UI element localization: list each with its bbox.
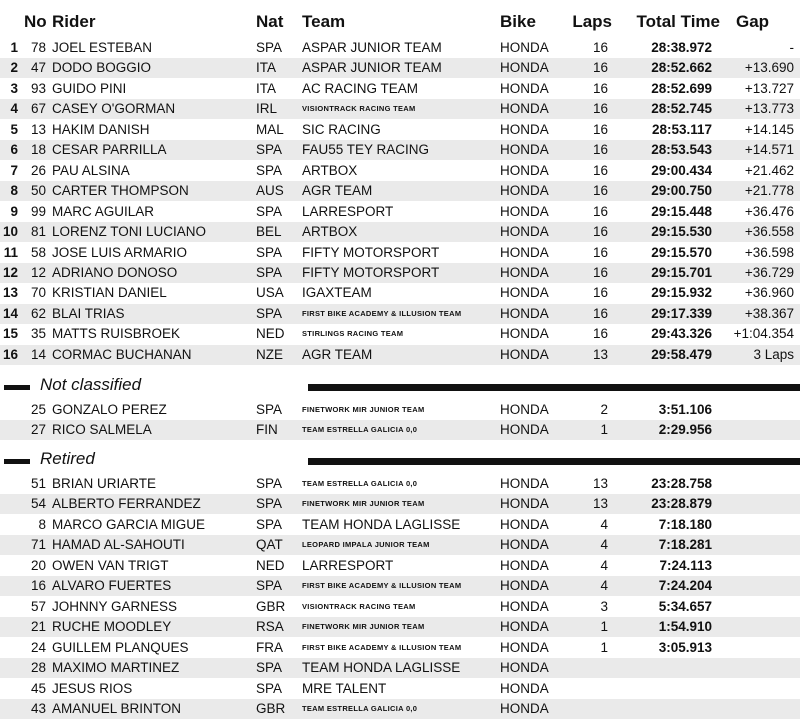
row-nationality: FRA: [256, 639, 283, 655]
row-team: LARRESPORT: [302, 557, 394, 573]
row-laps: 16: [592, 121, 608, 137]
row-laps: 16: [592, 264, 608, 280]
row-bike: HONDA: [500, 285, 549, 301]
row-laps: 2: [600, 402, 608, 417]
table-row: [0, 597, 800, 617]
row-laps: 16: [592, 40, 608, 55]
row-total-time: 23:28.758: [651, 476, 712, 491]
row-number: 43: [30, 700, 46, 716]
row-gap: +14.571: [744, 142, 794, 158]
row-team: AGR TEAM: [302, 346, 373, 362]
row-gap: +21.778: [744, 183, 794, 199]
row-rider: ADRIANO DONOSO: [52, 264, 178, 280]
row-team: IGAXTEAM: [302, 285, 372, 301]
row-bike: HONDA: [500, 700, 549, 716]
row-laps: 16: [592, 203, 608, 219]
row-number: 70: [30, 285, 46, 301]
row-team: LARRESPORT: [302, 203, 394, 219]
row-nationality: SPA: [256, 516, 283, 532]
row-bike: HONDA: [500, 264, 549, 280]
table-row: [0, 494, 800, 514]
table-row: [0, 324, 800, 344]
row-bike: HONDA: [500, 660, 549, 676]
row-laps: 16: [592, 162, 608, 178]
row-rider: LORENZ TONI LUCIANO: [52, 224, 207, 240]
row-team: TEAM ESTRELLA GALICIA 0,0: [302, 703, 418, 713]
row-rider: CARTER THOMPSON: [52, 183, 189, 199]
row-team: MRE TALENT: [302, 680, 387, 696]
header-laps: Laps: [572, 12, 612, 31]
section-dash: [4, 459, 30, 464]
table-row: [0, 535, 800, 555]
row-bike: HONDA: [500, 578, 549, 594]
row-position: 13: [2, 285, 18, 301]
row-position: 15: [2, 326, 18, 342]
row-total-time: 29:15.530: [651, 224, 712, 240]
row-nationality: NZE: [256, 346, 283, 362]
table-row: [0, 638, 800, 658]
row-nationality: ITA: [256, 80, 276, 96]
row-number: 28: [30, 660, 46, 676]
row-total-time: 5:34.657: [658, 598, 712, 614]
section-bar: [308, 458, 800, 465]
row-nationality: ITA: [256, 60, 276, 76]
row-nationality: SPA: [256, 162, 283, 178]
row-number: 21: [30, 619, 46, 635]
row-number: 71: [30, 537, 46, 553]
row-nationality: SPA: [256, 476, 283, 491]
row-team: FIFTY MOTORSPORT: [302, 264, 440, 280]
row-nationality: SPA: [256, 402, 283, 417]
row-rider: MARCO GARCIA MIGUE: [52, 516, 206, 532]
row-nationality: FIN: [256, 422, 278, 438]
row-nationality: SPA: [256, 40, 283, 55]
row-nationality: SPA: [256, 305, 283, 321]
row-rider: JOSE LUIS ARMARIO: [52, 244, 188, 260]
row-rider: OWEN VAN TRIGT: [52, 557, 169, 573]
row-nationality: SPA: [256, 142, 283, 158]
row-number: 62: [30, 305, 46, 321]
row-number: 45: [30, 680, 46, 696]
row-nationality: SPA: [256, 264, 283, 280]
row-rider: HAKIM DANISH: [52, 121, 150, 137]
row-rider: GUIDO PINI: [52, 80, 127, 96]
row-team: TEAM ESTRELLA GALICIA 0,0: [302, 479, 418, 488]
row-number: 13: [30, 121, 46, 137]
table-row: [0, 679, 800, 699]
row-gap: +13.690: [744, 60, 794, 76]
row-total-time: 28:53.543: [651, 142, 712, 158]
row-team: FAU55 TEY RACING: [302, 142, 430, 158]
row-total-time: 28:53.117: [651, 121, 712, 137]
row-number: 12: [30, 264, 46, 280]
header-no: No: [24, 12, 47, 31]
header-nat: Nat: [256, 12, 284, 31]
row-total-time: 29:00.750: [651, 183, 712, 199]
row-nationality: IRL: [256, 101, 278, 117]
row-nationality: QAT: [256, 537, 283, 553]
row-laps: 3: [600, 598, 608, 614]
row-team: LEOPARD IMPALA JUNIOR TEAM: [302, 540, 430, 550]
row-total-time: 7:24.204: [658, 578, 712, 594]
row-rider: GUILLEM PLANQUES: [52, 639, 189, 655]
row-nationality: SPA: [256, 496, 283, 512]
row-gap: -: [789, 40, 794, 55]
row-position: 3: [10, 80, 18, 96]
row-laps: 16: [592, 305, 608, 321]
row-rider: DODO BOGGIO: [52, 60, 152, 76]
row-number: 51: [30, 476, 46, 491]
row-gap: 3 Laps: [753, 346, 794, 362]
row-laps: 4: [600, 537, 608, 553]
row-number: 81: [30, 224, 46, 240]
row-rider: CASEY O'GORMAN: [52, 101, 176, 117]
row-number: 8: [38, 516, 46, 532]
table-row: [0, 140, 800, 160]
header-total-time: Total Time: [636, 12, 720, 31]
row-bike: HONDA: [500, 598, 549, 614]
row-bike: HONDA: [500, 142, 549, 158]
row-bike: HONDA: [500, 346, 549, 362]
row-position: 2: [10, 60, 18, 76]
row-nationality: MAL: [256, 121, 284, 137]
row-total-time: 23:28.879: [651, 496, 712, 512]
table-row: [0, 474, 800, 494]
row-total-time: 28:52.745: [651, 101, 712, 117]
row-position: 16: [2, 346, 18, 362]
row-number: 20: [30, 557, 46, 573]
row-bike: HONDA: [500, 619, 549, 635]
row-position: 14: [2, 305, 18, 321]
row-total-time: 28:52.699: [651, 80, 712, 96]
row-laps: 4: [600, 516, 608, 532]
row-rider: PAU ALSINA: [52, 162, 130, 178]
row-rider: JOHNNY GARNESS: [52, 598, 178, 614]
row-number: 47: [30, 60, 46, 76]
row-nationality: SPA: [256, 244, 283, 260]
row-total-time: 29:17.339: [651, 305, 712, 321]
row-number: 50: [30, 183, 46, 199]
table-row: [0, 120, 800, 140]
row-bike: HONDA: [500, 244, 549, 260]
row-position: 12: [2, 264, 18, 280]
row-team: TEAM HONDA LAGLISSE: [302, 660, 461, 676]
row-number: 54: [30, 496, 46, 512]
row-rider: CESAR PARRILLA: [52, 142, 167, 158]
table-row: [0, 420, 800, 440]
row-rider: KRISTIAN DANIEL: [52, 285, 167, 301]
section-dash: [4, 385, 30, 390]
header-bike: Bike: [500, 12, 536, 31]
row-gap: +13.727: [744, 80, 794, 96]
row-total-time: 3:51.106: [658, 402, 712, 417]
row-laps: 13: [592, 476, 608, 491]
row-rider: BLAI TRIAS: [52, 305, 125, 321]
row-team: FIRST BIKE ACADEMY & ILLUSION TEAM: [302, 642, 462, 652]
row-gap: +38.367: [744, 305, 794, 321]
row-total-time: 29:15.448: [651, 203, 712, 219]
row-team: FIRST BIKE ACADEMY & ILLUSION TEAM: [302, 581, 462, 591]
retired-title: Retired: [40, 449, 95, 468]
row-bike: HONDA: [500, 203, 549, 219]
row-total-time: 1:54.910: [658, 619, 712, 635]
row-laps: 1: [600, 619, 608, 635]
row-bike: HONDA: [500, 476, 549, 491]
row-total-time: 29:00.434: [651, 162, 712, 178]
row-gap: +14.145: [744, 121, 794, 137]
row-number: 16: [30, 578, 46, 594]
row-bike: HONDA: [500, 326, 549, 342]
row-laps: 13: [592, 346, 608, 362]
row-rider: JESUS RIOS: [52, 680, 133, 696]
row-rider: ALVARO FUERTES: [52, 578, 172, 594]
row-rider: MARC AGUILAR: [52, 203, 155, 219]
row-number: 99: [30, 203, 46, 219]
row-rider: BRIAN URIARTE: [52, 476, 157, 491]
row-laps: 16: [592, 183, 608, 199]
row-nationality: USA: [256, 285, 284, 301]
row-team: VISIONTRACK RACING TEAM: [302, 104, 416, 114]
row-bike: HONDA: [500, 162, 549, 178]
header-team: Team: [302, 12, 346, 31]
row-number: 93: [30, 80, 46, 96]
header-rider: Rider: [52, 12, 96, 31]
row-rider: GONZALO PEREZ: [52, 402, 167, 417]
table-row: [0, 38, 800, 58]
row-team: AC RACING TEAM: [302, 80, 419, 96]
row-team: STIRLINGS RACING TEAM: [302, 329, 404, 339]
row-team: FINETWORK MIR JUNIOR TEAM: [302, 622, 425, 632]
table-row: [0, 283, 800, 303]
row-bike: HONDA: [500, 496, 549, 512]
table-row: [0, 345, 800, 365]
row-rider: CORMAC BUCHANAN: [52, 346, 192, 362]
row-number: 18: [30, 142, 46, 158]
row-number: 57: [30, 598, 46, 614]
row-rider: AMANUEL BRINTON: [52, 700, 182, 716]
row-nationality: GBR: [256, 598, 286, 614]
row-nationality: NED: [256, 326, 285, 342]
table-row: [0, 617, 800, 637]
row-laps: 16: [592, 80, 608, 96]
row-bike: HONDA: [500, 305, 549, 321]
table-row: [0, 658, 800, 678]
row-number: 35: [30, 326, 46, 342]
row-team: ARTBOX: [302, 162, 358, 178]
table-row: [0, 202, 800, 222]
row-total-time: 29:58.479: [651, 346, 712, 362]
table-row: [0, 222, 800, 242]
row-total-time: 29:43.326: [651, 326, 712, 342]
row-nationality: BEL: [256, 224, 282, 240]
row-rider: MATTS RUISBROEK: [52, 326, 181, 342]
row-nationality: NED: [256, 557, 285, 573]
row-gap: +36.729: [744, 264, 794, 280]
row-total-time: 28:38.972: [651, 40, 712, 55]
row-nationality: RSA: [256, 619, 284, 635]
row-total-time: 7:18.180: [658, 516, 712, 532]
row-number: 26: [30, 162, 46, 178]
row-bike: HONDA: [500, 680, 549, 696]
row-bike: HONDA: [500, 516, 549, 532]
row-gap: +36.558: [744, 224, 794, 240]
row-nationality: AUS: [256, 183, 284, 199]
row-position: 11: [3, 244, 18, 260]
row-gap: +21.462: [744, 162, 794, 178]
row-bike: HONDA: [500, 537, 549, 553]
row-number: 27: [30, 422, 46, 438]
table-row: [0, 161, 800, 181]
table-row: [0, 699, 800, 719]
row-number: 58: [30, 244, 46, 260]
row-bike: HONDA: [500, 80, 549, 96]
row-gap: +13.773: [744, 101, 794, 117]
row-team: ARTBOX: [302, 224, 358, 240]
table-row: [0, 243, 800, 263]
row-position: 5: [10, 121, 18, 137]
not-classified-section: [0, 374, 800, 398]
row-gap: +36.598: [744, 244, 794, 260]
row-rider: RICO SALMELA: [52, 422, 152, 438]
row-position: 6: [10, 142, 18, 158]
row-team: FINETWORK MIR JUNIOR TEAM: [302, 499, 425, 509]
row-team: FINETWORK MIR JUNIOR TEAM: [302, 405, 425, 414]
row-laps: 1: [600, 639, 608, 655]
row-number: 78: [30, 40, 46, 55]
row-bike: HONDA: [500, 422, 549, 438]
row-total-time: 28:52.662: [651, 60, 712, 76]
row-number: 24: [30, 639, 46, 655]
row-gap: +36.960: [744, 285, 794, 301]
row-position: 8: [10, 183, 18, 199]
row-position: 4: [10, 101, 18, 117]
row-laps: 16: [592, 224, 608, 240]
row-team: TEAM HONDA LAGLISSE: [302, 516, 461, 532]
row-number: 25: [30, 402, 46, 417]
row-laps: 4: [600, 557, 608, 573]
row-bike: HONDA: [500, 224, 549, 240]
row-team: ASPAR JUNIOR TEAM: [302, 60, 442, 76]
row-bike: HONDA: [500, 639, 549, 655]
row-bike: HONDA: [500, 557, 549, 573]
table-row: [0, 58, 800, 78]
row-laps: 16: [592, 244, 608, 260]
row-laps: 16: [592, 142, 608, 158]
table-row: [0, 181, 800, 201]
row-position: 1: [10, 40, 18, 55]
row-rider: ALBERTO FERRANDEZ: [52, 496, 201, 512]
row-nationality: SPA: [256, 660, 283, 676]
row-team: TEAM ESTRELLA GALICIA 0,0: [302, 425, 418, 435]
table-row: [0, 576, 800, 596]
row-laps: 16: [592, 101, 608, 117]
row-gap: +36.476: [744, 203, 794, 219]
row-nationality: GBR: [256, 700, 286, 716]
row-team: FIFTY MOTORSPORT: [302, 244, 440, 260]
row-team: ASPAR JUNIOR TEAM: [302, 40, 442, 55]
row-position: 9: [10, 203, 18, 219]
row-laps: 4: [600, 578, 608, 594]
row-total-time: 7:24.113: [659, 557, 712, 573]
row-bike: HONDA: [500, 121, 549, 137]
table-header: [0, 12, 800, 36]
table-row: [0, 79, 800, 99]
row-total-time: 7:18.281: [658, 537, 712, 553]
table-row: [0, 400, 800, 420]
header-gap: Gap: [736, 12, 770, 31]
table-row: [0, 304, 800, 324]
row-nationality: SPA: [256, 578, 283, 594]
row-team: SIC RACING: [302, 121, 381, 137]
row-nationality: SPA: [256, 203, 283, 219]
row-laps: 13: [592, 496, 608, 512]
retired-section: [0, 448, 800, 472]
row-bike: HONDA: [500, 402, 549, 417]
row-laps: 16: [592, 326, 608, 342]
row-laps: 16: [592, 285, 608, 301]
row-total-time: 2:29.956: [658, 422, 712, 438]
row-total-time: 29:15.570: [651, 244, 712, 260]
row-nationality: SPA: [256, 680, 283, 696]
row-laps: 16: [592, 60, 608, 76]
row-bike: HONDA: [500, 101, 549, 117]
row-total-time: 29:15.932: [651, 285, 712, 301]
row-laps: 1: [600, 422, 608, 438]
table-row: [0, 263, 800, 283]
row-number: 67: [30, 101, 46, 117]
row-bike: HONDA: [500, 40, 549, 55]
not-classified-title: Not classified: [40, 375, 142, 394]
table-row: [0, 515, 800, 535]
row-bike: HONDA: [500, 183, 549, 199]
row-rider: HAMAD AL-SAHOUTI: [52, 537, 185, 553]
row-rider: MAXIMO MARTINEZ: [52, 660, 180, 676]
row-bike: HONDA: [500, 60, 549, 76]
section-bar: [308, 384, 800, 391]
row-gap: +1:04.354: [733, 326, 794, 342]
row-total-time: 3:05.913: [658, 639, 712, 655]
table-row: [0, 556, 800, 576]
row-number: 14: [30, 346, 46, 362]
row-team: FIRST BIKE ACADEMY & ILLUSION TEAM: [302, 308, 462, 318]
row-team: VISIONTRACK RACING TEAM: [302, 601, 416, 611]
row-rider: RUCHE MOODLEY: [52, 619, 172, 635]
row-position: 7: [10, 162, 18, 178]
row-team: AGR TEAM: [302, 183, 373, 199]
row-rider: JOEL ESTEBAN: [52, 40, 153, 55]
table-row: [0, 99, 800, 119]
row-position: 10: [2, 224, 18, 240]
row-total-time: 29:15.701: [651, 264, 712, 280]
